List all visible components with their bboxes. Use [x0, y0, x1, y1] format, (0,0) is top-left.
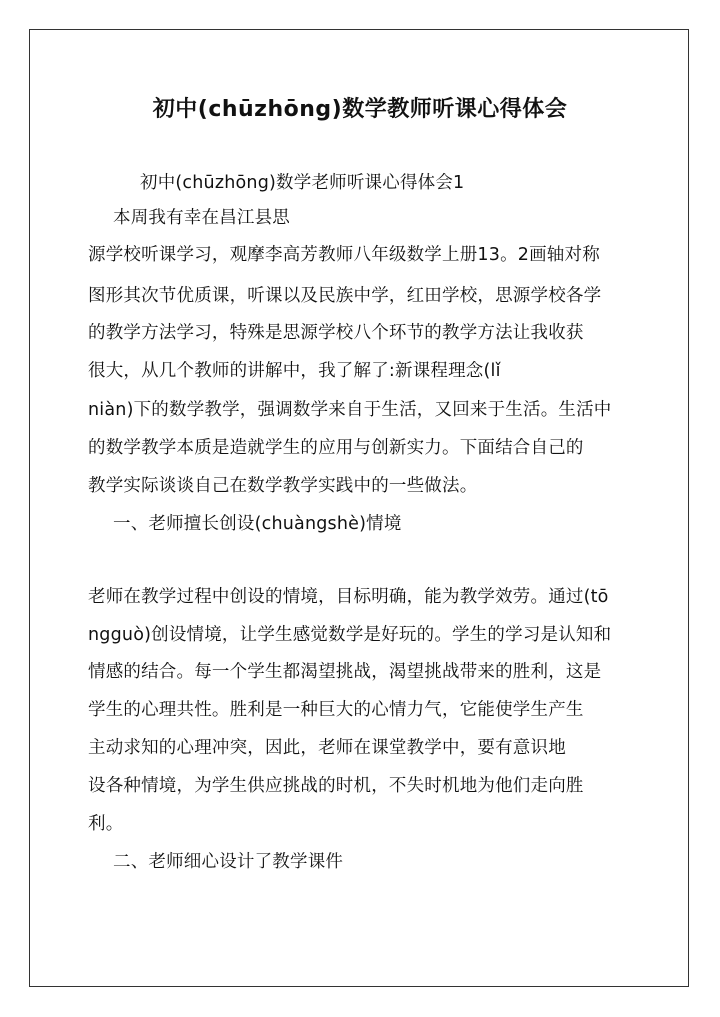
paragraph-line: 图形其次节优质课，听课以及民族中学，红田学校，思源学校各学 [88, 286, 602, 306]
paragraph-line: 的数学教学本质是造就学生的应用与创新实力。下面结合自己的 [88, 438, 584, 458]
paragraph-line: 的教学方法学习，特殊是思源学校八个环节的教学方法让我收获 [88, 323, 584, 343]
paragraph-line: 教学实际谈谈自己在数学教学实践中的一些做法。 [88, 476, 478, 496]
paragraph-line: niàn)下的数学教学，强调数学来自于生活，又回来于生活。生活中 [88, 400, 612, 420]
section-heading: 一、老师擅长创设(chuàngshè)情境 [113, 514, 402, 534]
paragraph-line: 利。 [88, 814, 124, 834]
document-subtitle: 初中(chūzhōng)数学老师听课心得体会1 [140, 173, 465, 193]
document-title: 初中(chūzhōng)数学教师听课心得体会 [152, 97, 568, 122]
paragraph-line: 很大，从几个教师的讲解中，我了解了:新课程理念(lǐ [88, 361, 501, 381]
paragraph-line: 源学校听课学习，观摩李高芳教师八年级数学上册13。2画轴对称 [88, 245, 600, 265]
paragraph-line: 学生的心理共性。胜利是一种巨大的心情力气，它能使学生产生 [88, 700, 584, 720]
paragraph-line: 设各种情境，为学生供应挑战的时机，不失时机地为他们走向胜 [88, 776, 584, 796]
paragraph-line: ngguò)创设情境，让学生感觉数学是好玩的。学生的学习是认知和 [88, 625, 612, 645]
paragraph-line: 情感的结合。每一个学生都渴望挑战，渴望挑战带来的胜利，这是 [88, 662, 602, 682]
section-heading: 二、老师细心设计了教学课件 [113, 852, 344, 872]
paragraph-line: 老师在教学过程中创设的情境，目标明确，能为教学效劳。通过(tō [88, 587, 609, 607]
paragraph-line: 本周我有幸在昌江县思 [113, 208, 290, 228]
paragraph-line: 主动求知的心理冲突，因此，老师在课堂教学中，要有意识地 [88, 738, 566, 758]
